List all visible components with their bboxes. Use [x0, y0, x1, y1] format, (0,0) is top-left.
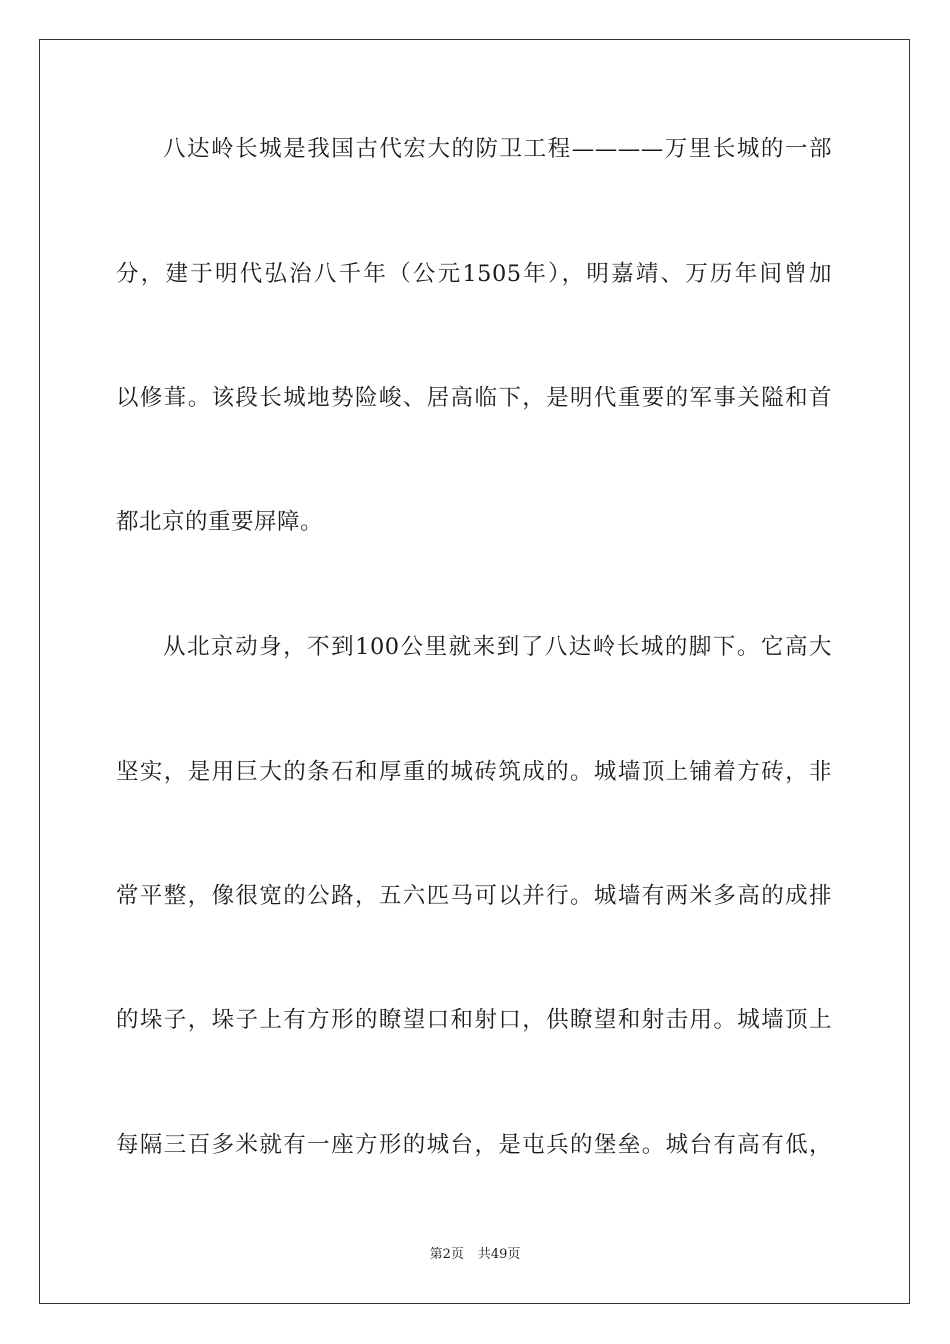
paragraph-2-line-5: 每隔三百多米就有一座方形的城台，是屯兵的堡垒。城台有高有低，	[116, 1132, 832, 1158]
paragraph-2-line-4: 的垛子，垛子上有方形的瞭望口和射口，供瞭望和射击用。城墙顶上	[116, 1007, 832, 1033]
paragraph-2-line-1: 从北京动身，不到100公里就来到了八达岭长城的脚下。它高大	[163, 634, 832, 660]
paragraph-1-line-2: 分，建于明代弘治八千年（公元1505年），明嘉靖、万历年间曾加	[116, 261, 832, 287]
paragraph-2-line-2: 坚实，是用巨大的条石和厚重的城砖筑成的。城墙顶上铺着方砖，非	[116, 759, 832, 785]
paragraph-1-line-3: 以修葺。该段长城地势险峻、居高临下，是明代重要的军事关隘和首	[116, 385, 832, 411]
page-number: 第2页	[429, 1247, 464, 1262]
paragraph-1-line-4: 都北京的重要屏障。	[116, 509, 324, 535]
paragraph-2-line-3: 常平整，像很宽的公路，五六匹马可以并行。城墙有两米多高的成排	[116, 883, 832, 909]
page-total: 共49页	[477, 1247, 521, 1262]
page-border	[39, 39, 910, 1304]
paragraph-1-line-1: 八达岭长城是我国古代宏大的防卫工程————万里长城的一部	[163, 136, 832, 162]
page-footer	[0, 1246, 950, 1264]
